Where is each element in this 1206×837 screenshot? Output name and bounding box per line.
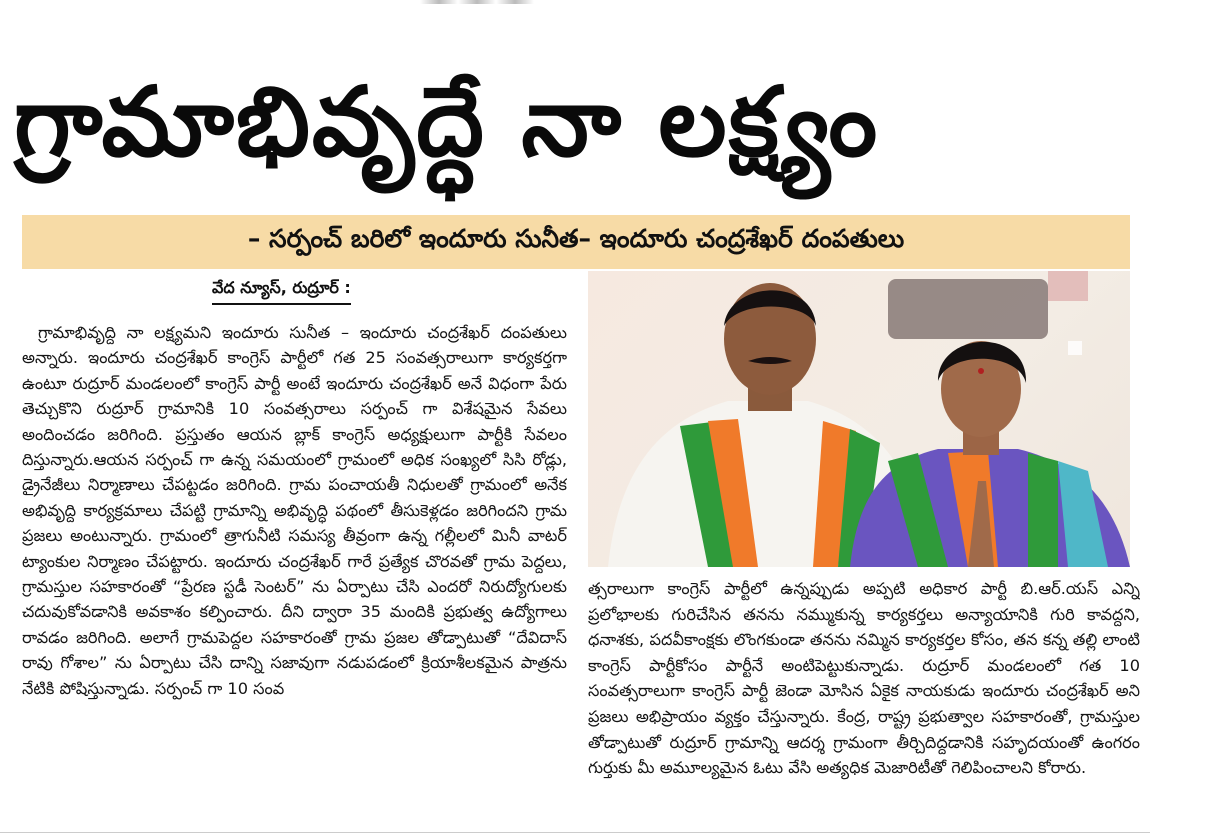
article-body-right-column	[588, 576, 1140, 826]
couple-portrait-illustration	[588, 271, 1130, 567]
page-divider	[0, 832, 1150, 833]
article-paragraph: గ్రామాభివృద్ది నా లక్ష్యమని ఇందూరు సునీత – ఇందూరు చంద్రశేఖర్ దంపతులు అన్నారు. ఇందూరు చంద్రశేఖర్ కాంగ్రెస్ పార్టీలో గత 25 సంవత్సరాలుగా కార్యకర్తగా ఉంటూ రుద్రూర్ మండలంలో కాంగ్రెస్ పార్టీ అంటే ఇందూరు చంద్రశేఖర్ అనే విధంగా పేరు తెచ్చుకొని రుద్రూర్ గ్రామానికి 10 సంవత్సరాలు సర్పంచ్ గా విశేషమైన సేవలు అందించడం జరిగింది. ప్రస్తుతం ఆయన బ్లాక్ కాంగ్రెస్ అధ్యక్షులుగా పార్టీకి సేవలం దిస్తున్నారు.ఆయన సర్పంచ్ గా ఉన్న సమయంలో గ్రామంలో అధిక సంఖ్యలో సిసి రోడ్లు, డ్రైనేజీలు నిర్మాణాలు చేపట్టడం జరిగింది. గ్రామ పంచాయతీ నిధులతో గ్రామంలో అనేక అభివృద్ది కార్యక్రమాలు చేపట్టి గ్రామాన్ని అభివృద్ధి పథంలో తీసుకెళ్లడం జరిగిందని గ్రామ ప్రజలు అంటున్నారు. గ్రామంలో త్రాగునీటి సమస్య తీవ్రంగా ఉన్న గల్లీలలో మినీ వాటర్ ట్యాంకుల నిర్మాణం చేపట్టారు. ఇందూరు చంద్రశేఖర్ గారే ప్రత్యేక చొరవతో గ్రామ పెద్దలు, గ్రామస్తుల సహకారంతో “ప్రేరణ స్టడీ సెంటర్” ను ఏర్పాటు చేసి ఎందరో నిరుద్యోగులకు చదువుకోవడానికి అవకాశం కల్పించారు. దీని ద్వారా 35 మందికి ప్రభుత్వ ఉద్యోగాలు రావడం జరిగింది. అలాగే గ్రామపెద్దల సహకారంతో గ్రామ ప్రజల తోడ్పాటుతో “దేవిదాస్ రావు గోశాల” ను ఏర్పాటు చేసి దాన్ని సజావుగా నడుపడంలో క్రియాశీలకమైన పాత్రను నేటికి పోషిస్తున్నాడు. సర్పంచ్ గా 10 సంవ	[22, 323, 567, 698]
byline: వేద న్యూస్, రుద్రూర్ :	[212, 278, 351, 305]
subheadline: – సర్పంచ్ బరిలో ఇందూరు సునీత– ఇందూరు చంద్రశేఖర్ దంపతులు	[247, 224, 905, 253]
article-paragraph: త్సరాలుగా కాంగ్రెస్ పార్టీలో ఉన్నప్పుడు అప్పటి అధికార పార్టీ బి.ఆర్.యస్ ఎన్ని ప్రలోభాలకు గురిచేసిన తనను నమ్ముకున్న కార్యకర్తలు అన్యాయానికి గురి కావద్దని, ధనాశకు, పదవీకాంక్షకు లొంగకుండా తనను నమ్మిన కార్యకర్తల కోసం, తన కన్న తల్లి లాంటి కాంగ్రెస్ పార్టీకోసం పార్టీనే అంటిపెట్టుకున్నాడు. రుద్రూర్ మండలంలో గత 10 సంవత్సరాలుగా కాంగ్రెస్ పార్టీ జెండా మోసిన ఏకైక నాయకుడు ఇందూరు చంద్రశేఖర్ అని ప్రజలు అభిప్రాయం వ్యక్తం చేస్తున్నారు. కేంద్ర, రాష్ట్ర ప్రభుత్వాల సహకారంతో, గ్రామస్తుల తోడ్పాటుతో రుద్రూర్ గ్రామాన్ని ఆదర్శ గ్రామంగా తీర్చిదిద్దడానికి సహృదయంతో ఉంగరం గుర్తుకు మీ అమూల్యమైన ఓటు వేసి అత్యధిక మెజారిటీతో గెలిపించాలని కోరారు.	[588, 579, 1140, 778]
candidates-photo	[588, 271, 1130, 567]
headline: గ్రామాభివృద్ధే నా లక్ష్యం	[14, 66, 880, 178]
clipped-top-text	[420, 0, 610, 4]
article-body-left-column	[22, 320, 567, 830]
woman-figure	[850, 341, 1130, 567]
subheadline-band	[22, 215, 1130, 269]
